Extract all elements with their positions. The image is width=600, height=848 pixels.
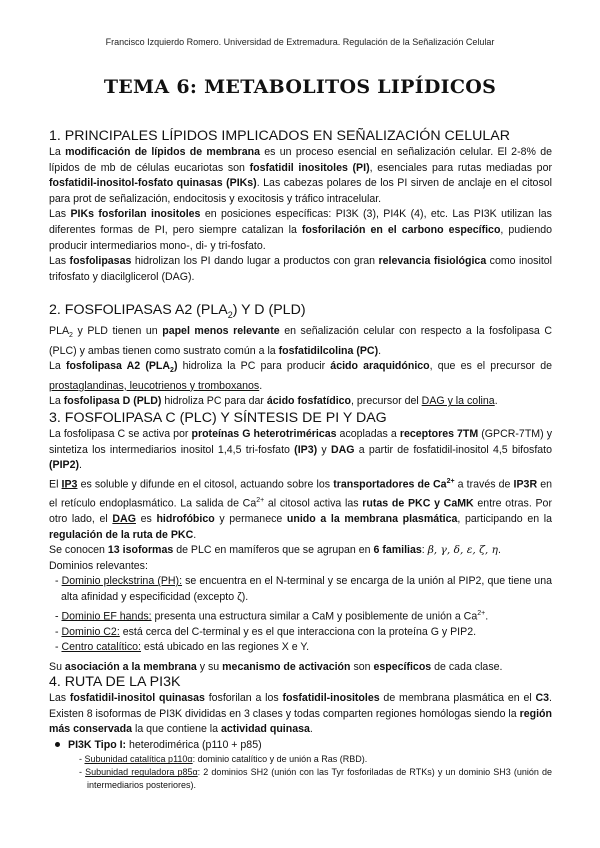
s4-paragraph-1: Las fosfatidil-inositol quinasas fosforilan a los fosfatidil-inositoles de membrana plasmática en el C3. Existen 8 isoformas de PI3K divididas en 3 clases y todas comparten regiones homólogas siendo la región más conservada la que contiene la actividad quinasa. — [49, 692, 552, 736]
document-title: TEMA 6: METABOLITOS LIPÍDICOS — [103, 76, 497, 98]
page-header: Francisco Izquierdo Romero. Universidad de Extremadura. Regulación de la Señalización Celular — [105, 37, 495, 47]
s2-paragraph-2: La fosfolipasa A2 $(PLA_2)$ hidroliza la PC para producir ácido araquidónico, que es el precursor de prostaglandinas, leucotrienos y tromboxanos. — [49, 360, 552, 392]
section-2-heading: 2. FOSFOLIPASAS A2 $(PLA_2)$ Y D (PLD) — [49, 302, 306, 320]
bullet-icon — [55, 742, 60, 747]
pi3k-sub-list — [49, 753, 552, 792]
s2-paragraph-3: La fosfolipasa D (PLD) hidroliza PC para dar ácido fosfatídico, precursor del DAG y la colina. — [49, 395, 498, 408]
s1-paragraph-1: La modificación de lípidos de membrana es un proceso esencial en señalización celular. El 2-8% de lípidos de mb de células eucariotas son fosfatidil inositoles (PI), esenciales para rutas mediadas por fosfatidil-inositol-fosfato quinasas (PIKs). Las cabezas polares de los PI sirven de anclaje en el citosol para prot de señalización, endocitosis y exocitosis y tráfico intracelular. — [49, 146, 552, 205]
pi3k-type1-bullet: PI3K Tipo I: heterodimérica (p110 + p85) — [49, 738, 552, 754]
s1-paragraph-3: Las fosfolipasas hidrolizan los PI dando lugar a productos con gran relevancia fisiológica como inositol trifosfato y diacilglicerol (DAG). — [49, 255, 553, 283]
section-4 — [49, 673, 552, 792]
s2-paragraph-1: $PLA_2$ y PLD tienen un papel menos relevante en señalización celular con respecto a la fosfolipasa C (PLC) y ambas tienen como sustrato común a la fosfatidilcolina (PC). — [49, 324, 552, 357]
dominios-list — [49, 574, 552, 656]
section-1 — [49, 127, 552, 285]
section-2 — [49, 301, 552, 410]
s3-paragraph-1: La fosfolipasa C se activa por proteínas G heterotriméricas acopladas a receptores 7TM (GPCR-7TM) y sintetiza los intermediarios inositol 1,4,5 tri-fosfato (IP3) y DAG a partir de fosfatidil-inositol 4,5 bifosfato (PIP2). — [49, 428, 552, 472]
s3-paragraph-4: Su asociación a la membrana y su mecanismo de activación son específicos de cada clase. — [49, 660, 503, 673]
section-1-heading: 1. PRINCIPALES LÍPIDOS IMPLICADOS EN SEÑALIZACIÓN CELULAR — [49, 128, 510, 144]
s3-paragraph-2: El IP3 es soluble y difunde en el citosol, actuando sobre los transportadores de $Ca^{2+}$ a través de IP3R en el retículo endoplasmático. La salida de $Ca^{2+}$ al citosol activa las rutas de PKC y CaMK entre otras. Por otro lado, el DAG es hidrofóbico y permanece unido a la membrana plasmática, participando en la regulación de la ruta de PKC. — [49, 477, 553, 541]
list-item: - Dominio C2: está cerca del C-terminal y es el que interacciona con la proteína G y PIP2. — [55, 625, 477, 638]
section-4-heading: 4. RUTA DE LA PI3K — [49, 674, 181, 690]
section-3-heading: 3. FOSFOLIPASA C (PLC) Y SÍNTESIS DE PI Y DAG — [49, 410, 387, 426]
s1-paragraph-2: Las PIKs fosforilan inositoles en posiciones específicas: PI3K (3), PI4K (4), etc. Las PI3K utilizan las diferentes formas de PI, pero siempre catalizan la fosforilación en el carbono específico, pudiendo producir intermediarios mono-, di- y tri-fosfato. — [49, 208, 552, 252]
list-item: - Subunidad catalítica p110α: dominio catalítico y de unión a Ras (RBD). — [79, 754, 368, 765]
section-3 — [49, 409, 552, 676]
list-item: - Subunidad reguladora p85α: 2 dominios SH2 (unión con las Tyr fosforiladas de RTKs) y un dominio SH3 (unión de intermediarios posteriores). — [79, 767, 553, 791]
list-item: - Centro catalítico: está ubicado en las regiones X e Y. — [55, 641, 310, 654]
list-item: - Dominio EF hands: presenta una estructura similar a CaM y posiblemente de unión a $Ca^{2+}$. — [55, 609, 489, 623]
s3-paragraph-3: Se conocen 13 isoformas de PLC en mamíferos que se agrupan en 6 familias: β, γ, δ, ε, ζ, η. — [49, 544, 501, 557]
list-item: - Dominio pleckstrina (PH): se encuentra en el N-terminal y se encarga de la unión al PIP2, que tiene una alta afinidad y especificidad (excepto ζ). — [55, 575, 552, 603]
dominios-label: Dominios relevantes: — [49, 559, 148, 572]
